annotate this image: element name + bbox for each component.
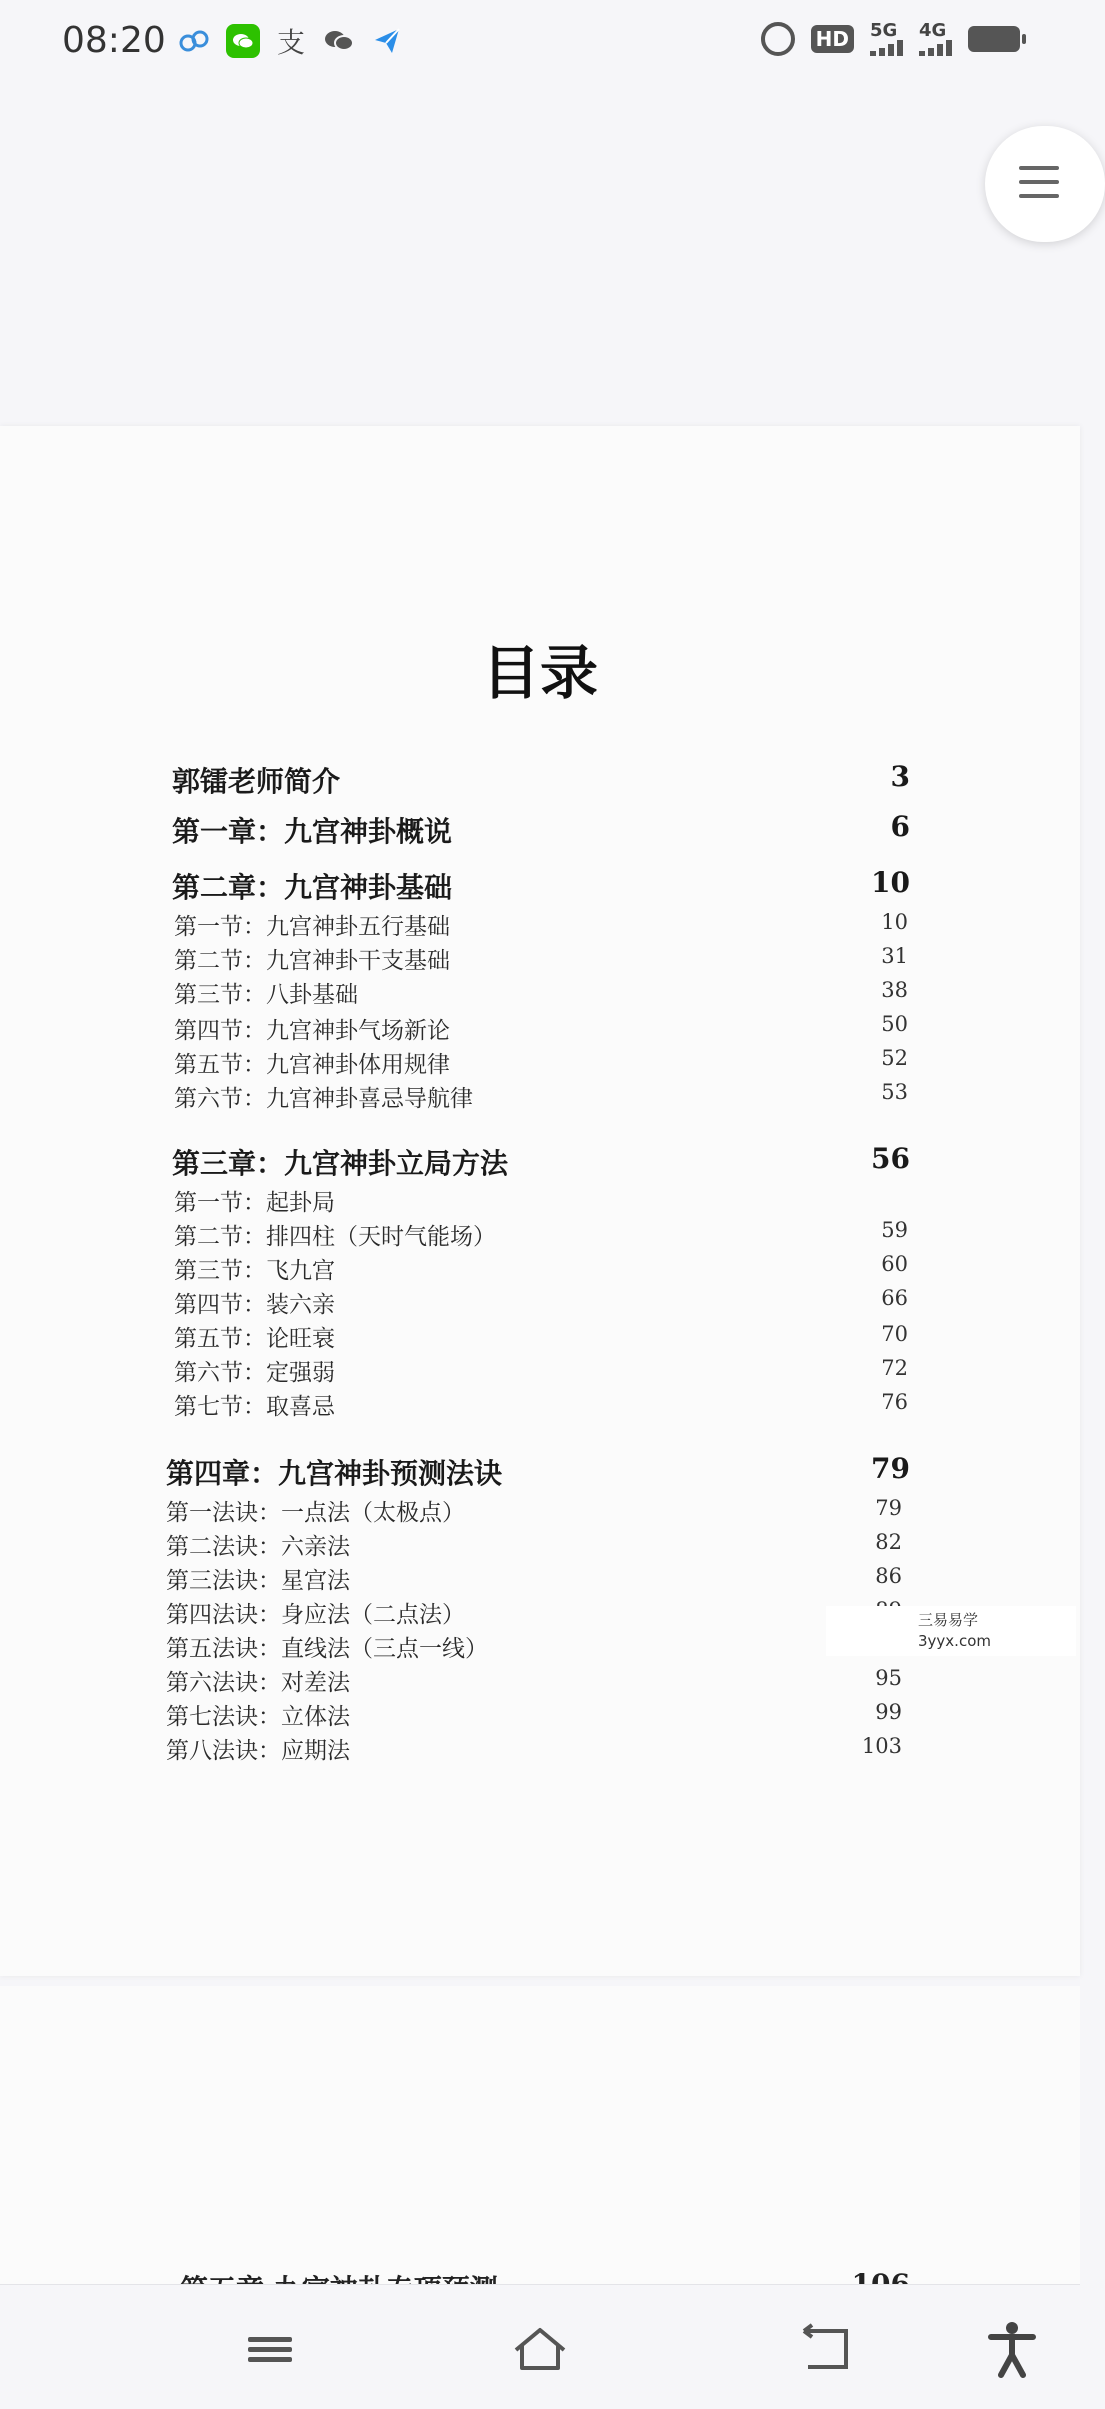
toc-entry-label: 第二节：九宫神卦干支基础 <box>174 948 450 974</box>
nav-back-button[interactable] <box>795 2319 855 2379</box>
toc-entry-page: 31 <box>881 944 908 968</box>
toc-entry-page: 79 <box>875 1496 902 1520</box>
back-icon <box>798 2325 852 2373</box>
toc-entry-label: 第五法诀：直线法（三点一线） <box>166 1636 488 1662</box>
menu-icon <box>1019 166 1059 208</box>
toc-entry-page: 52 <box>881 1046 908 1070</box>
toc-entry-label: 第六节：定强弱 <box>174 1360 335 1386</box>
toc-entry-label: 第三节：飞九宫 <box>174 1258 335 1284</box>
toc-entry-page: 82 <box>875 1530 902 1554</box>
menu-icon <box>248 2332 292 2367</box>
toc-entry-page: 72 <box>881 1356 908 1380</box>
alarm-icon <box>761 22 795 56</box>
toc-entry-label: 第一节：九宫神卦五行基础 <box>174 914 450 940</box>
toc-entry-label: 第五节：论旺衰 <box>174 1326 335 1352</box>
cloud-icon <box>178 24 212 58</box>
toc-entry-page: 50 <box>881 1012 908 1036</box>
toc-entry-label: 第六法诀：对差法 <box>166 1670 350 1696</box>
toc-entry-page: 56 <box>871 1142 910 1175</box>
system-status <box>761 22 1020 56</box>
toc-entry-label: 第四节：装六亲 <box>174 1292 335 1318</box>
toc-entry-page: 10 <box>881 910 908 934</box>
toc-entry-page: 59 <box>881 1218 908 1242</box>
toc-entry-label: 第六节：九宫神卦喜忌导航律 <box>174 1086 473 1112</box>
chat-icon <box>322 24 356 58</box>
toc-entry-label: 第一章：九宫神卦概说 <box>172 815 453 848</box>
toc-entry-label: 第三章：九宫神卦立局方法 <box>172 1147 509 1180</box>
signal-bars-icon <box>919 40 952 56</box>
toc-entry-page: 66 <box>881 1286 908 1310</box>
alipay-icon: 支 <box>276 26 305 59</box>
status-bar <box>0 0 1080 86</box>
toc-entry-page: 79 <box>871 1452 910 1485</box>
floating-menu-button[interactable] <box>985 126 1105 242</box>
toc-entry-label: 第一法诀：一点法（太极点） <box>166 1500 465 1526</box>
clock: 08:20 <box>62 20 166 61</box>
send-icon <box>370 24 404 58</box>
toc-entry-label: 第七法诀：立体法 <box>166 1704 350 1730</box>
toc-entry-label: 第二节：排四柱（天时气能场） <box>174 1224 496 1250</box>
toc-entry-page: 103 <box>861 1734 902 1758</box>
toc-entry-page: 6 <box>890 810 910 843</box>
wechat-icon <box>226 24 260 58</box>
toc-entry-label: 第八法诀：应期法 <box>166 1738 350 1764</box>
toc-entry-label: 第三法诀：星宫法 <box>166 1568 350 1594</box>
bottom-navigation-bar <box>0 2284 1080 2409</box>
toc-entry-label: 第五节：九宫神卦体用规律 <box>174 1052 450 1078</box>
toc-entry-label: 第四章：九宫神卦预测法诀 <box>166 1457 503 1490</box>
toc-entry-label: 第三节：八卦基础 <box>174 982 358 1008</box>
signal-bars-icon <box>870 40 903 56</box>
toc-entry-page: 70 <box>881 1322 908 1346</box>
hd-badge: HD <box>811 25 854 53</box>
nav-menu-button[interactable] <box>240 2319 300 2379</box>
toc-entry-page: 38 <box>881 978 908 1002</box>
toc-entry-page: 86 <box>875 1564 902 1588</box>
toc-entry-label: 郭镭老师简介 <box>172 765 341 798</box>
toc-entry-label: 第四节：九宫神卦气场新论 <box>174 1018 450 1044</box>
toc-entry-label: 第二章：九宫神卦基础 <box>172 871 453 904</box>
battery-icon <box>968 26 1020 52</box>
network-5g: 5G <box>870 22 903 56</box>
accessibility-icon <box>987 2321 1037 2377</box>
nav-accessibility-button[interactable] <box>982 2319 1042 2379</box>
watermark: 三易易学 3yyx.com <box>826 1606 1076 1656</box>
toc-entry-page: 53 <box>881 1080 908 1104</box>
nav-home-button[interactable] <box>510 2319 570 2379</box>
toc-entry-label: 第四法诀：身应法（二点法） <box>166 1602 465 1628</box>
home-icon <box>510 2324 570 2374</box>
network-4g: 4G <box>919 22 952 56</box>
page-title: 目录 <box>481 639 598 707</box>
toc-entry-page: 95 <box>875 1666 902 1690</box>
next-document-page[interactable] <box>0 1986 1080 2286</box>
toc-entry-page: 76 <box>881 1390 908 1414</box>
table-of-contents <box>0 426 1080 1976</box>
toc-entry-page: 99 <box>875 1700 902 1724</box>
toc-entry-page: 60 <box>881 1252 908 1276</box>
toc-entry-label: 第一节：起卦局 <box>174 1190 335 1216</box>
toc-entry-label: 第二法诀：六亲法 <box>166 1534 350 1560</box>
toc-entry-label: 第七节：取喜忌 <box>174 1394 335 1420</box>
document-page[interactable] <box>0 426 1080 1976</box>
toc-entry-page: 3 <box>890 760 910 793</box>
toc-entry-page: 10 <box>871 866 910 899</box>
notification-icons <box>178 24 404 58</box>
